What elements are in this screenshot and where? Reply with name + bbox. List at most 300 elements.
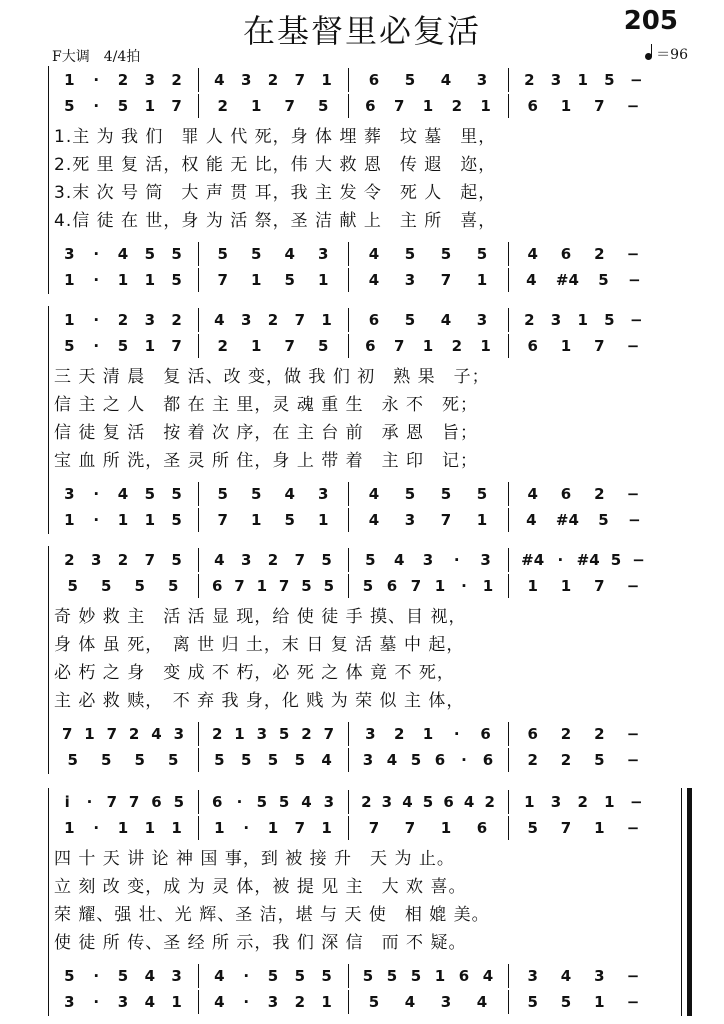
note: 3 — [144, 311, 155, 329]
lyric-text: 信 主 之 人 都 在 主 里，灵 魂 重 生 永 不 死； — [54, 394, 479, 415]
note: 1 — [434, 577, 446, 595]
note: 1 — [321, 993, 332, 1011]
note: 7 — [234, 577, 245, 595]
note: 5 — [171, 245, 182, 263]
bar-line — [198, 748, 199, 772]
note: 1 — [64, 271, 75, 289]
note: 2 — [560, 725, 572, 743]
note: 2 — [64, 551, 75, 569]
lyric-line — [54, 362, 674, 386]
note: 7 — [393, 337, 405, 355]
note: 7 — [410, 577, 422, 595]
note: #4 — [555, 271, 579, 289]
note: 5 — [171, 511, 182, 529]
note: 7 — [171, 97, 182, 115]
bar-line — [198, 722, 199, 746]
note: 4 — [284, 485, 295, 503]
note: − — [626, 993, 640, 1011]
note: 1 — [560, 577, 572, 595]
note: 3 — [365, 725, 376, 743]
measure — [356, 748, 500, 772]
bar-line — [198, 816, 199, 840]
note: 1 — [524, 793, 535, 811]
note: 5 — [217, 485, 228, 503]
note: 3 — [476, 311, 488, 329]
bar-line — [198, 94, 199, 118]
bar-line — [198, 242, 199, 266]
note: 5 — [410, 967, 422, 985]
note: 5 — [404, 485, 416, 503]
note: 2 — [527, 751, 538, 769]
note: 5 — [321, 551, 332, 569]
note: · — [243, 967, 250, 985]
note: 4 — [301, 793, 312, 811]
note: − — [626, 337, 640, 355]
note: · — [461, 577, 467, 595]
note: 5 — [440, 245, 452, 263]
note: 1 — [64, 819, 75, 837]
note: 7 — [440, 511, 452, 529]
note: 1 — [482, 577, 494, 595]
note: 6 — [560, 485, 572, 503]
note: 7 — [404, 819, 416, 837]
lyric-text: 四 十 天 讲 论 神 国 事，到 被 接 升 天 为 止。 — [54, 848, 455, 869]
measure — [516, 508, 650, 532]
note: · — [93, 311, 100, 329]
bar-line — [508, 548, 509, 572]
note: 7 — [278, 577, 290, 595]
note: 1 — [422, 97, 434, 115]
note: 1 — [480, 337, 491, 355]
lyric-line — [54, 928, 674, 952]
measure — [56, 816, 190, 840]
note: 1 — [267, 819, 279, 837]
note: 5 — [362, 967, 374, 985]
note: 3 — [404, 271, 416, 289]
note: 1 — [251, 511, 262, 529]
note: 5 — [365, 551, 376, 569]
measure — [516, 748, 650, 772]
measure — [56, 990, 190, 1014]
note: 2 — [484, 793, 495, 811]
note: 5 — [117, 967, 129, 985]
bar-line — [198, 790, 199, 814]
lyric-line — [54, 658, 674, 682]
note: · — [453, 725, 460, 743]
note: − — [628, 511, 641, 529]
note: 5 — [323, 577, 335, 595]
note: 4 — [463, 793, 475, 811]
tenor-row — [48, 722, 678, 746]
note: − — [626, 245, 640, 263]
note: 1 — [577, 71, 588, 89]
note: 4 — [393, 551, 405, 569]
note: 3 — [171, 967, 182, 985]
note: 2 — [117, 311, 129, 329]
note: 1 — [434, 967, 446, 985]
note: 3 — [594, 967, 605, 985]
bar-line — [198, 508, 199, 532]
bar-line — [198, 68, 199, 92]
note: 4 — [151, 725, 162, 743]
note: 5 — [527, 819, 538, 837]
alto-row — [48, 816, 678, 840]
note: 5 — [386, 967, 398, 985]
note: · — [93, 337, 100, 355]
note: 7 — [368, 819, 380, 837]
measure — [56, 574, 190, 598]
note: 2 — [128, 725, 140, 743]
note: 6 — [560, 245, 572, 263]
measure — [206, 334, 340, 358]
note: 5 — [604, 311, 615, 329]
measure — [516, 548, 650, 572]
note: 5 — [318, 97, 329, 115]
tenor-row — [48, 964, 678, 988]
note: 5 — [251, 245, 262, 263]
score-system — [0, 66, 724, 296]
note: · — [86, 793, 93, 811]
note: 3 — [64, 993, 75, 1011]
bass-row — [48, 268, 678, 292]
alto-row — [48, 574, 678, 598]
note: 5 — [101, 577, 112, 595]
note: 1 — [560, 337, 572, 355]
measure — [56, 482, 190, 506]
note: 4 — [214, 967, 225, 985]
bar-line — [348, 94, 349, 118]
note: 5 — [404, 71, 416, 89]
measure — [516, 722, 650, 746]
note: 5 — [560, 993, 572, 1011]
note: 4 — [321, 751, 332, 769]
note: 4 — [368, 271, 380, 289]
measure — [356, 574, 500, 598]
note: 7 — [217, 271, 228, 289]
measure — [356, 334, 500, 358]
soprano-row — [48, 308, 678, 332]
measure — [356, 242, 500, 266]
lyric-line — [54, 686, 674, 710]
bar-line — [348, 574, 349, 598]
note: 2 — [594, 725, 605, 743]
measure — [206, 482, 340, 506]
bar-line — [198, 308, 199, 332]
lyric-line — [54, 206, 674, 230]
note: 1 — [422, 337, 434, 355]
lyric-text: 必 朽 之 身 变 成 不 朽，必 死 之 体 竟 不 死， — [54, 662, 455, 683]
note: · — [93, 97, 100, 115]
measure — [356, 94, 500, 118]
note: 5 — [422, 793, 434, 811]
bar-line — [508, 508, 509, 532]
note: 2 — [393, 725, 405, 743]
final-barline-thick — [687, 788, 692, 1016]
note: 6 — [365, 337, 376, 355]
note: #4 — [576, 551, 600, 569]
note: 1 — [321, 71, 332, 89]
note: 3 — [323, 793, 335, 811]
bar-line — [348, 548, 349, 572]
note: 1 — [422, 725, 434, 743]
note: 1 — [251, 97, 262, 115]
bar-line — [508, 268, 509, 292]
note: − — [626, 97, 640, 115]
note: − — [630, 71, 643, 89]
note: 4 — [368, 485, 380, 503]
note: 5 — [67, 577, 78, 595]
note: 2 — [451, 97, 462, 115]
bar-line — [348, 748, 349, 772]
note: 4 — [368, 245, 380, 263]
bar-line — [198, 574, 199, 598]
note: 5 — [214, 751, 225, 769]
note: − — [632, 551, 645, 569]
note: 3 — [64, 245, 75, 263]
bar-line — [508, 748, 509, 772]
note: 3 — [440, 993, 452, 1011]
note: 5 — [117, 337, 129, 355]
note: 2 — [451, 337, 462, 355]
note: 5 — [368, 993, 380, 1011]
note: 4 — [117, 485, 129, 503]
lyric-text: 荣 耀、强 壮、光 辉、圣 洁，堪 与 天 使 相 媲 美。 — [54, 904, 490, 925]
measure — [356, 268, 500, 292]
note: 5 — [173, 793, 185, 811]
note: · — [93, 967, 100, 985]
lyric-line — [54, 178, 674, 202]
note: 1 — [214, 819, 225, 837]
note: 5 — [168, 577, 179, 595]
bar-line — [348, 508, 349, 532]
note: 6 — [476, 819, 488, 837]
note: 1 — [594, 819, 605, 837]
measure — [206, 748, 340, 772]
note: − — [626, 725, 640, 743]
note: 4 — [560, 967, 572, 985]
note: 4 — [144, 993, 155, 1011]
bar-line — [348, 990, 349, 1014]
tenor-row — [48, 482, 678, 506]
note: 5 — [217, 245, 228, 263]
bass-row — [48, 990, 678, 1014]
note: 1 — [594, 993, 605, 1011]
note: 4 — [526, 511, 537, 529]
note: 5 — [134, 751, 145, 769]
note: 4 — [526, 271, 537, 289]
note: 4 — [386, 751, 398, 769]
measure — [516, 790, 650, 814]
measure — [356, 816, 500, 840]
note: 7 — [217, 511, 228, 529]
note: 4 — [214, 993, 225, 1011]
note: 4 — [440, 311, 452, 329]
final-barline-thin — [681, 788, 682, 1016]
lyric-line — [54, 872, 674, 896]
note: 1 — [476, 511, 488, 529]
note: 3 — [117, 993, 129, 1011]
measure — [206, 964, 340, 988]
note: #4 — [521, 551, 545, 569]
note: 2 — [594, 485, 605, 503]
note: 3 — [240, 551, 252, 569]
note: 1 — [527, 577, 538, 595]
lyric-text: 3.末 次 号 筒 大 声 贯 耳，我 主 发 令 死 人 起， — [54, 182, 497, 203]
note: 5 — [440, 485, 452, 503]
bar-line — [198, 990, 199, 1014]
lyric-text: 奇 妙 救 主 活 活 显 现，给 使 徒 手 摸、目 视， — [54, 606, 467, 627]
note: 2 — [117, 551, 129, 569]
note: 6 — [434, 751, 446, 769]
tenor-row — [48, 242, 678, 266]
note: 1 — [171, 819, 182, 837]
note: 5 — [67, 751, 78, 769]
measure — [56, 94, 190, 118]
note: 6 — [527, 337, 538, 355]
note: 5 — [64, 97, 75, 115]
alto-row — [48, 334, 678, 358]
note: 2 — [577, 793, 588, 811]
note: 4 — [214, 551, 225, 569]
note: 2 — [171, 71, 182, 89]
measure — [56, 722, 190, 746]
measure — [356, 990, 500, 1014]
note: 5 — [144, 245, 155, 263]
measure — [356, 722, 500, 746]
note: 1 — [318, 511, 329, 529]
measure — [516, 482, 650, 506]
note: · — [453, 551, 460, 569]
measure — [516, 990, 650, 1014]
note: 3 — [256, 725, 268, 743]
note: − — [626, 485, 640, 503]
note: 6 — [368, 311, 380, 329]
measure — [206, 94, 340, 118]
note: 2 — [524, 71, 535, 89]
lyric-line — [54, 446, 674, 470]
note: · — [93, 71, 100, 89]
note: 1 — [144, 511, 155, 529]
note: 1 — [604, 793, 615, 811]
note: 3 — [267, 993, 279, 1011]
note: 4 — [368, 511, 380, 529]
tempo-marking — [645, 44, 688, 64]
note: 5 — [476, 485, 488, 503]
note: 5 — [278, 725, 290, 743]
bass-row — [48, 508, 678, 532]
note: 3 — [318, 485, 329, 503]
note: 5 — [301, 577, 312, 595]
note: 2 — [301, 725, 312, 743]
measure — [206, 268, 340, 292]
note: 1 — [117, 511, 129, 529]
note: 2 — [560, 751, 572, 769]
bar-line — [348, 964, 349, 988]
bar-line — [348, 68, 349, 92]
measure — [56, 548, 190, 572]
lyric-line — [54, 122, 674, 146]
note: 5 — [267, 751, 279, 769]
note: · — [93, 485, 100, 503]
note: 3 — [173, 725, 185, 743]
note: 3 — [422, 551, 434, 569]
note: − — [630, 311, 643, 329]
note: · — [557, 551, 564, 569]
note: 5 — [134, 577, 145, 595]
note: 5 — [598, 271, 609, 289]
note: 1 — [321, 311, 332, 329]
note: 2 — [267, 71, 279, 89]
bar-line — [348, 334, 349, 358]
note: 1 — [171, 993, 182, 1011]
note: 1 — [144, 271, 155, 289]
bar-line — [508, 816, 509, 840]
note: 2 — [117, 71, 129, 89]
bar-line — [198, 482, 199, 506]
hymn-number: 205 — [623, 6, 678, 36]
measure — [56, 242, 190, 266]
note: 4 — [527, 245, 538, 263]
bar-line — [348, 722, 349, 746]
note: 1 — [256, 577, 268, 595]
measure — [516, 94, 650, 118]
measure — [56, 68, 190, 92]
note: 5 — [171, 271, 182, 289]
lyric-text: 身 体 虽 死， 离 世 归 土，末 日 复 活 墓 中 起， — [54, 634, 465, 655]
bar-line — [348, 790, 349, 814]
note: 1 — [64, 511, 75, 529]
note: 2 — [211, 725, 223, 743]
measure — [516, 574, 650, 598]
note: 3 — [64, 485, 75, 503]
note: 7 — [560, 819, 572, 837]
lyric-text: 宝 血 所 洗，圣 灵 所 住，身 上 带 着 主 印 记； — [54, 450, 479, 471]
note: 7 — [294, 819, 305, 837]
measure — [516, 268, 650, 292]
note: · — [93, 271, 100, 289]
note: 3 — [240, 71, 252, 89]
note: 1 — [251, 337, 262, 355]
note: 2 — [294, 993, 305, 1011]
measure — [206, 242, 340, 266]
note: 6 — [443, 793, 454, 811]
note: 4 — [527, 485, 538, 503]
note: 5 — [171, 551, 182, 569]
note: 6 — [368, 71, 380, 89]
note: 3 — [404, 511, 416, 529]
note: 7 — [440, 271, 452, 289]
note: · — [93, 245, 100, 263]
note: 3 — [144, 71, 155, 89]
note: 7 — [594, 97, 605, 115]
lyric-line — [54, 602, 674, 626]
note: 3 — [240, 311, 252, 329]
measure — [206, 574, 340, 598]
bar-line — [348, 816, 349, 840]
note: 1 — [321, 819, 332, 837]
note: 6 — [386, 577, 398, 595]
note: 4 — [476, 993, 488, 1011]
bar-line — [508, 482, 509, 506]
note: 6 — [480, 725, 491, 743]
note: 4 — [284, 245, 295, 263]
note: 5 — [404, 311, 416, 329]
note: 7 — [294, 311, 305, 329]
note: 1 — [144, 337, 155, 355]
note: 1 — [117, 271, 129, 289]
note: 6 — [211, 793, 223, 811]
measure — [56, 964, 190, 988]
